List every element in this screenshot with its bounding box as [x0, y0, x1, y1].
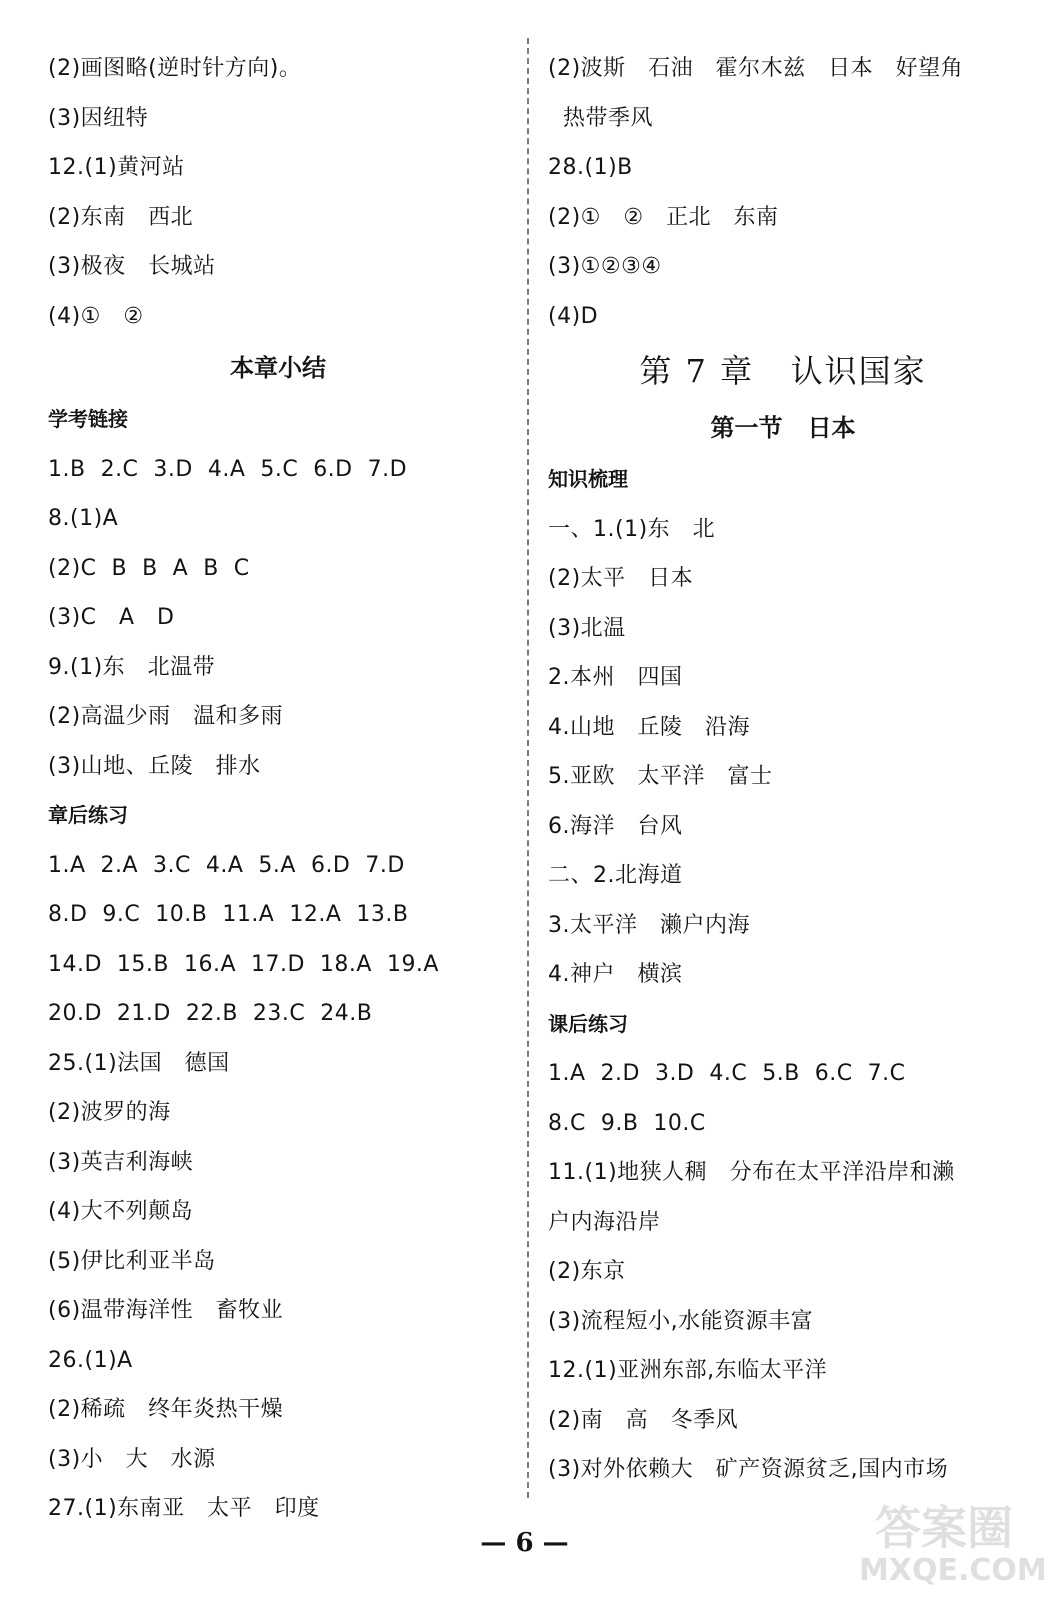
- answer-line: (2)高温少雨 温和多雨: [48, 704, 284, 729]
- right-column: [548, 44, 1018, 1495]
- answer-line: 12.(1)黄河站: [48, 155, 185, 180]
- subsection-label: 章后练习: [48, 803, 128, 827]
- column-divider: [527, 38, 529, 1498]
- answer-line: (2)东南 西北: [48, 204, 194, 230]
- answer-line: (2)太平 日本: [548, 566, 694, 591]
- answer-line: 一、1.(1)东 北: [548, 516, 716, 542]
- answer-line: 9.(1)东 北温带: [48, 654, 216, 680]
- watermark-mark: 答案圈: [875, 1501, 1013, 1555]
- answer-line: (3)流程短小,水能资源丰富: [548, 1308, 814, 1334]
- answer-line: (2)稀疏 终年炎热干燥: [48, 1397, 284, 1422]
- answer-line: (3)①②③④: [548, 254, 662, 279]
- answer-line: 8.D 9.C 10.B 11.A 12.A 13.B: [48, 902, 409, 927]
- answer-line: 4.山地 丘陵 沿海: [548, 714, 750, 740]
- answer-line: 二、2.北海道: [548, 863, 683, 888]
- answer-line: (3)北温: [548, 615, 626, 641]
- answer-line: 户内海沿岸: [548, 1209, 661, 1235]
- answer-line: (2)画图略(逆时针方向)。: [48, 56, 302, 81]
- answer-line: (3)对外依赖大 矿产资源贫乏,国内市场: [548, 1457, 949, 1482]
- subsection-label: 课后练习: [548, 1011, 628, 1036]
- watermark-site: MXQE.COM: [859, 1553, 1047, 1588]
- answer-line: (4)D: [548, 303, 599, 329]
- answer-line: 28.(1)B: [548, 155, 633, 180]
- answer-line: (4)① ②: [48, 303, 144, 329]
- answer-line: (3)小 大 水源: [48, 1446, 216, 1472]
- answer-line: (2)南 高 冬季风: [548, 1407, 739, 1433]
- answer-line: 14.D 15.B 16.A 17.D 18.A 19.A: [48, 951, 439, 977]
- answer-line: (5)伊比利亚半岛: [48, 1248, 216, 1274]
- section-heading: 本章小结: [230, 354, 326, 382]
- page-number: — 6 —: [480, 1528, 569, 1558]
- answer-line: 20.D 21.D 22.B 23.C 24.B: [48, 1001, 373, 1026]
- answer-line: 1.A 2.D 3.D 4.C 5.B 6.C 7.C: [548, 1061, 906, 1086]
- answer-line: 1.B 2.C 3.D 4.A 5.C 6.D 7.D: [48, 456, 408, 482]
- answer-line: 8.(1)A: [48, 506, 119, 531]
- answer-line: (3)英吉利海峡: [48, 1149, 194, 1175]
- answer-line: (2)① ② 正北 东南: [548, 204, 779, 230]
- answer-line: (2)波罗的海: [48, 1100, 171, 1125]
- answer-line: (2)波斯 石油 霍尔木兹 日本 好望角: [548, 56, 964, 81]
- answer-line: (6)温带海洋性 畜牧业: [48, 1298, 284, 1323]
- answer-line: 25.(1)法国 德国: [48, 1050, 230, 1076]
- subsection-label: 知识梳理: [548, 467, 628, 491]
- answer-line: (2)C B B A B C: [48, 555, 250, 581]
- answer-line: 2.本州 四国: [548, 665, 683, 690]
- answer-line: 8.C 9.B 10.C: [548, 1110, 706, 1136]
- answer-line: 6.海洋 台风: [548, 813, 683, 839]
- answer-line: 27.(1)东南亚 太平 印度: [48, 1496, 320, 1521]
- chapter-title: 第 7 章 认识国家: [639, 352, 927, 390]
- answer-line: 11.(1)地狭人稠 分布在太平洋沿岸和濑: [548, 1160, 955, 1185]
- answer-line: (3)山地、丘陵 排水: [48, 753, 261, 779]
- watermark-logo: [859, 1501, 1047, 1590]
- answer-line: 热带季风: [548, 105, 653, 131]
- answer-line: 3.太平洋 濑户内海: [548, 912, 750, 938]
- answer-line: (4)大不列颠岛: [48, 1199, 194, 1224]
- answer-line: (3)极夜 长城站: [48, 254, 216, 279]
- answer-line: (2)东京: [548, 1259, 626, 1284]
- answer-line: (3)C A D: [48, 605, 175, 630]
- answer-line: 12.(1)亚洲东部,东临太平洋: [548, 1358, 828, 1383]
- left-column: [48, 44, 508, 1534]
- answer-line: 4.神户 横滨: [548, 962, 683, 987]
- answer-line: (3)因纽特: [48, 105, 149, 131]
- answer-line: 26.(1)A: [48, 1347, 133, 1373]
- section-heading: 第一节 日本: [710, 414, 856, 442]
- answer-line: 1.A 2.A 3.C 4.A 5.A 6.D 7.D: [48, 852, 405, 878]
- answer-line: 5.亚欧 太平洋 富士: [548, 764, 773, 789]
- subsection-label: 学考链接: [48, 407, 128, 431]
